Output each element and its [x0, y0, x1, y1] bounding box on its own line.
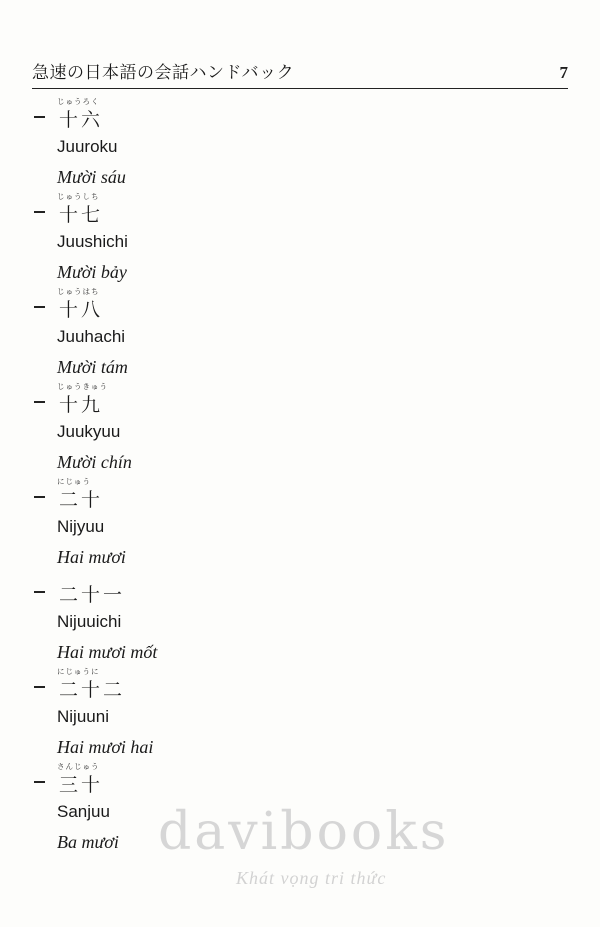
- bullet-dash: [34, 591, 45, 593]
- romaji-reading: Nijuuichi: [57, 612, 122, 631]
- romaji-reading: Nijuuni: [57, 707, 109, 726]
- watermark-tagline: Khát vọng tri thức: [236, 868, 387, 888]
- kanji-numeral: 三十: [59, 774, 104, 796]
- list-item: [34, 571, 554, 666]
- romaji-reading: Juushichi: [57, 232, 128, 251]
- bullet-dash: [34, 211, 45, 213]
- vietnamese-translation: Hai mươi: [57, 547, 126, 567]
- bullet-dash: [34, 306, 45, 308]
- vietnamese-translation: Mười chín: [57, 452, 132, 472]
- romaji-reading: Juuhachi: [57, 327, 126, 346]
- furigana: じゅうろく: [57, 97, 100, 106]
- furigana: にじゅうに: [57, 667, 100, 676]
- list-item: [34, 96, 554, 191]
- kanji-numeral: 十六: [59, 109, 104, 131]
- kanji-numeral: 二十: [59, 489, 104, 511]
- list-item: [34, 191, 554, 286]
- vietnamese-translation: Hai mươi mốt: [57, 642, 158, 662]
- page-header: [32, 58, 568, 89]
- bullet-dash: [34, 781, 45, 783]
- watermark-brand: davibooks: [158, 802, 450, 862]
- romaji-reading: Nijyuu: [57, 517, 105, 536]
- furigana: にじゅう: [57, 477, 91, 486]
- kanji-numeral: 十八: [59, 299, 104, 321]
- vietnamese-translation: Mười tám: [57, 357, 128, 377]
- furigana: じゅうしち: [57, 192, 100, 201]
- bullet-dash: [34, 116, 45, 118]
- vietnamese-translation: Mười bảy: [57, 262, 127, 282]
- furigana: さんじゅう: [57, 762, 100, 771]
- vietnamese-translation: Mười sáu: [57, 167, 126, 187]
- page-number: 7: [559, 63, 568, 82]
- furigana: じゅうきゅう: [57, 382, 108, 391]
- bullet-dash: [34, 496, 45, 498]
- kanji-numeral: 二十一: [59, 584, 126, 606]
- book-title: 急速の日本語の会話ハンドバック: [32, 63, 295, 83]
- vietnamese-translation: Hai mươi hai: [57, 737, 154, 757]
- romaji-reading: Sanjuu: [57, 802, 110, 821]
- vocabulary-list: [34, 96, 554, 862]
- kanji-numeral: 二十二: [59, 679, 126, 701]
- kanji-numeral: 十九: [59, 394, 104, 416]
- furigana: じゅうはち: [57, 287, 100, 296]
- list-item: [34, 381, 554, 476]
- kanji-numeral: 十七: [59, 204, 104, 226]
- bullet-dash: [34, 686, 45, 688]
- list-item: [34, 286, 554, 381]
- publisher-watermark: [158, 802, 458, 888]
- list-item: [34, 666, 554, 761]
- romaji-reading: Juuroku: [57, 137, 118, 156]
- bullet-dash: [34, 401, 45, 403]
- romaji-reading: Juukyuu: [57, 422, 121, 441]
- vietnamese-translation: Ba mươi: [57, 832, 119, 852]
- list-item: [34, 476, 554, 571]
